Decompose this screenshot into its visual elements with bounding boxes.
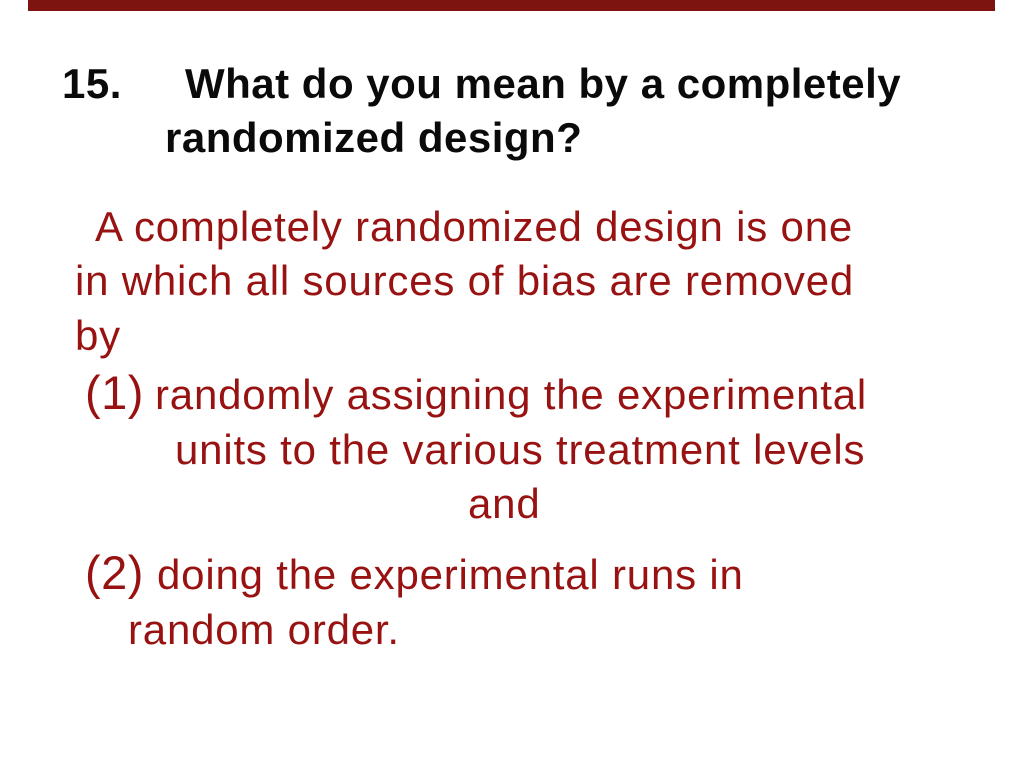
point-2-line-2: random order. — [128, 606, 400, 653]
point-1-line-2: units to the various treatment levels — [175, 426, 866, 473]
point-1-marker: (1) — [85, 366, 144, 419]
question-title-line-1: What do you mean by a completely — [185, 60, 902, 107]
question-number: 15. — [62, 60, 122, 107]
answer-line-2: in which all sources of bias are removed — [75, 257, 855, 304]
point-2-marker: (2) — [85, 546, 144, 599]
point-2-line-1: doing the experimental runs in — [157, 551, 744, 598]
top-accent-bar — [28, 0, 995, 11]
point-1-line-3: and — [468, 480, 541, 527]
answer-line-1: A completely randomized design is one — [95, 203, 854, 250]
question-title-line-2: randomized design? — [165, 114, 583, 161]
answer-line-3: by — [75, 312, 121, 359]
point-1-line-1: randomly assigning the experimental — [155, 371, 868, 418]
